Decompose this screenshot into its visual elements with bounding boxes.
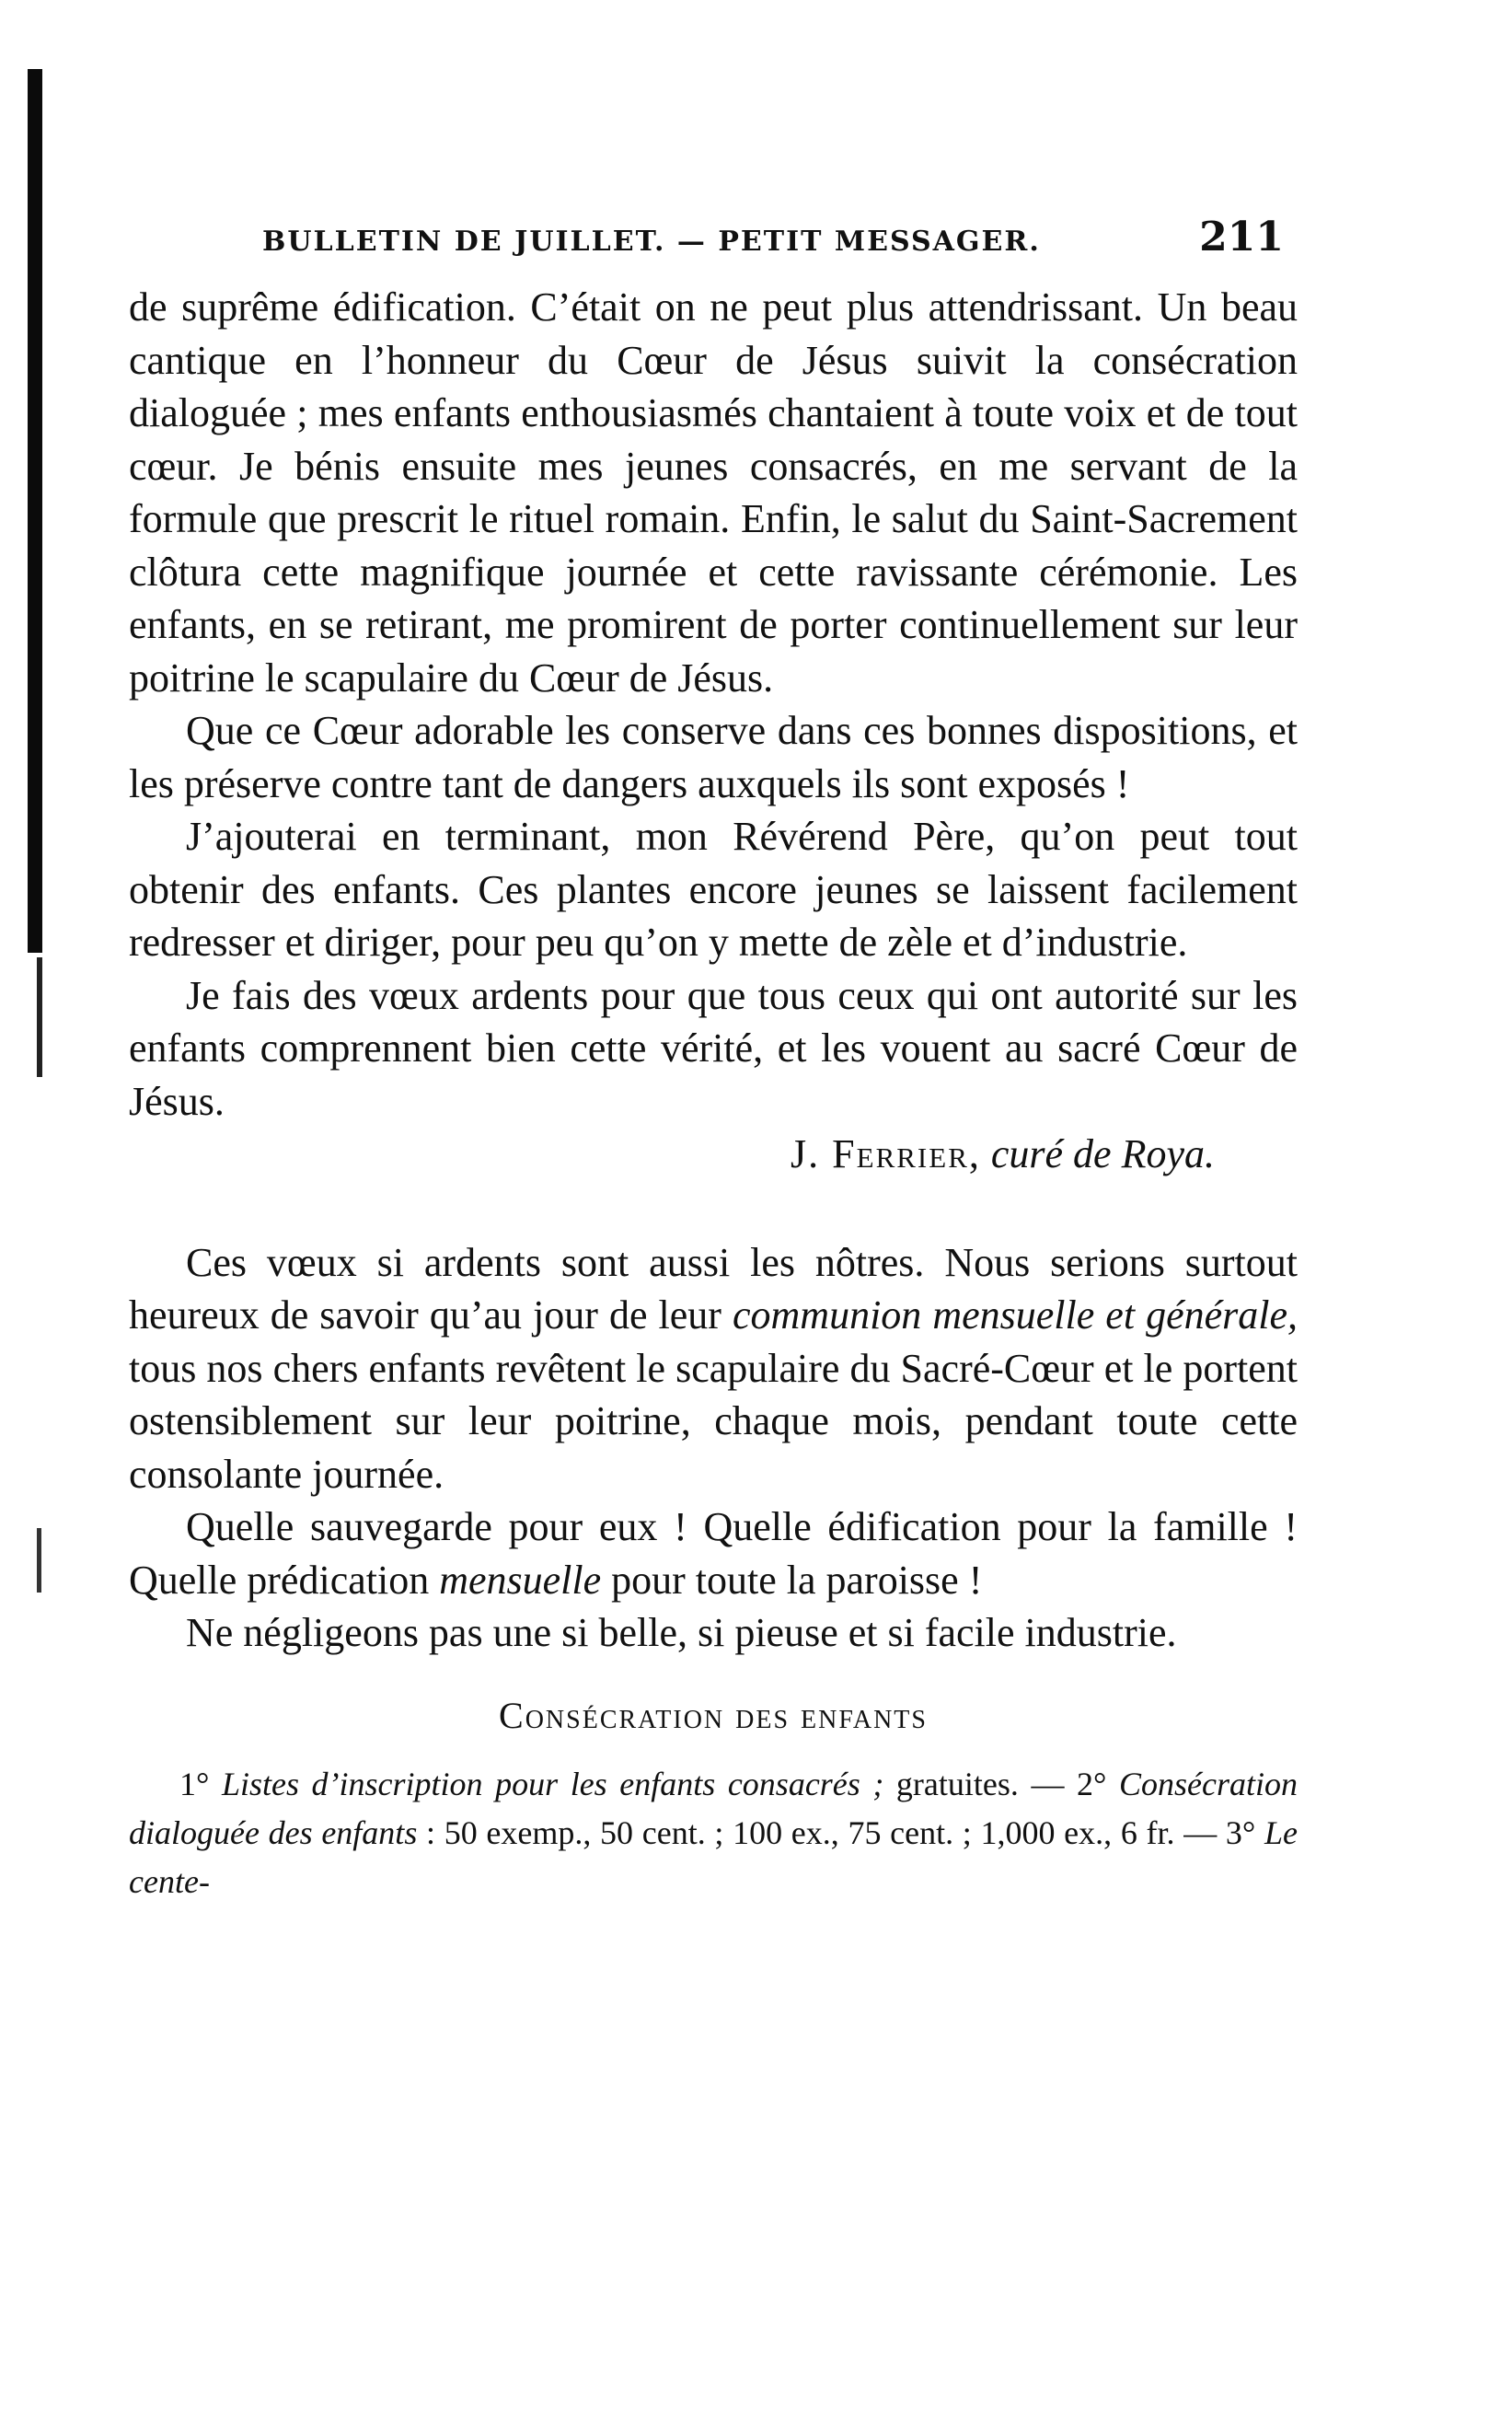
note-text: gratuites. — 2° [883,1766,1119,1802]
spacer [129,1181,1298,1236]
note-text: 1° [179,1766,222,1802]
paragraph [129,1236,1298,1501]
note-text: : 50 exemp., 50 cent. ; 100 ex., 75 cent. ; 1,000 ex., 6 fr. — 3° [417,1814,1264,1851]
signature [129,1128,1298,1181]
note-emphasis: Consécration dialoguée des enfants [129,1766,1298,1851]
paragraph: Je fais des vœux ardents pour que tous ceux qui ont autorité sur les enfants comprennent bien cette vérité, et les vouent au sacré Cœur de Jésus. [129,972,1298,1124]
paragraph-text: Ces vœux si ardents sont aussi les nôtres. Nous serions surtout heureux de savoir qu’au jour de leur [129,1239,1298,1338]
paragraph: J’ajouterai en terminant, mon Révérend Père, qu’on peut tout obtenir des enfants. Ces plantes encore jeunes se laissent facilement redresser et diriger, pour peu qu’on y mette de zèle et d’industrie. [129,814,1298,965]
paragraph-text: pour toute la paroisse ! [601,1557,983,1603]
binding-edge [28,69,42,953]
paragraph: de suprême édification. C’était on ne peut plus attendrissant. Un beau cantique en l’honneur du Cœur de Jésus suivit la consécration dialoguée ; mes enfants enthousiasmés chantaient à toute voix et de tout cœur. Je bénis ensuite mes jeunes consacrés, en me servant de la formule que prescrit le rituel romain. Enfin, le salut du Saint-Sacrement clôtura cette magnifique journée et cette ravissante cérémonie. Les enfants, en se retirant, me promirent de porter continuellement sur leur poitrine le scapulaire du Cœur de Jésus. [129,284,1298,701]
body-text [129,281,1298,1906]
paragraph: Que ce Cœur adorable les conserve dans ces bonnes dispositions, et les préserve contre tant de dangers auxquels ils sont exposés ! [129,708,1298,806]
paragraph [129,1500,1298,1606]
signature-name: J. Ferrier, [791,1131,981,1176]
footnote [129,1760,1298,1906]
note-emphasis: Listes d’inscription pour les enfants consacrés ; [221,1766,884,1802]
note-paragraph [129,1760,1298,1906]
paragraph-emphasis: mensuelle [439,1557,602,1603]
signature-title: curé de Roya. [990,1131,1215,1176]
edge-mark [37,1528,41,1593]
paragraph-text: tous nos chers enfants revêtent le scapulaire du Sacré-Cœur et le portent ostensiblement sur leur poitrine, chaque mois, pendant toute cette consolante journée. [129,1345,1298,1497]
note-emphasis: Le cente- [129,1814,1298,1900]
edge-mark [37,957,42,1077]
paragraph-text: Quelle sauvegarde pour eux ! Quelle édification pour la famille ! Quelle prédication [129,1504,1298,1603]
running-head [262,214,1284,261]
paragraph: Ne négligeons pas une si belle, si pieuse et si facile industrie. [186,1610,1177,1655]
section-heading: Consécration des enfants [499,1694,928,1736]
paragraph-emphasis: communion mensuelle et générale, [732,1292,1298,1338]
running-head-title: BULLETIN DE JUILLET. — PETIT MESSAGER. [262,226,1041,258]
page-number: 211 [1199,214,1284,261]
